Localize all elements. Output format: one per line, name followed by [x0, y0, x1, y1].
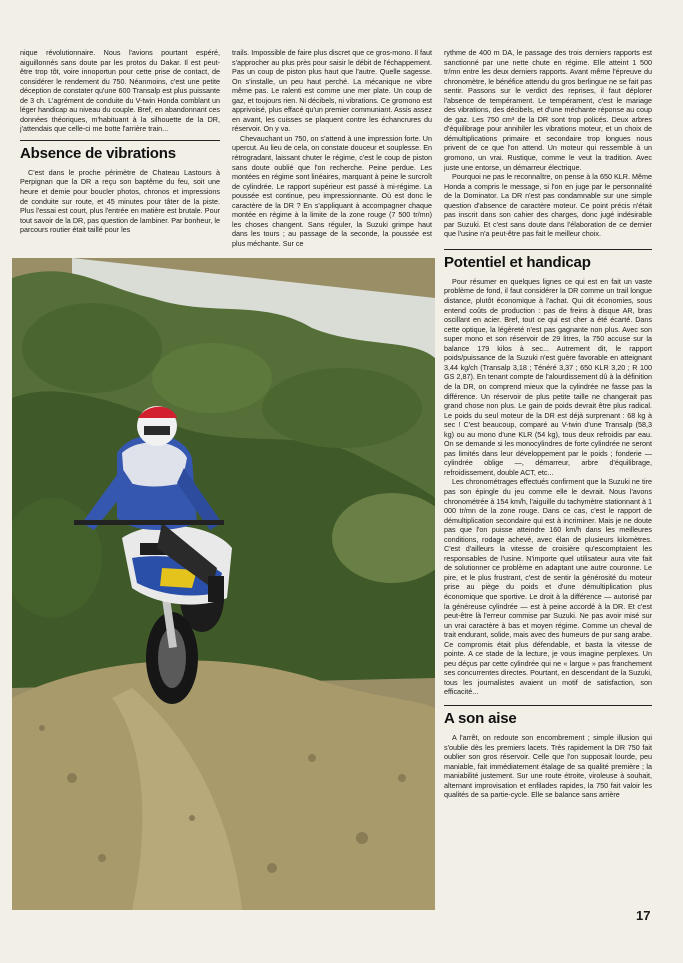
- paragraph: Pour résumer en quelques lignes ce qui est en fait un vaste problème de fond, il faut considérer la DR comme un trail longue distance, plutôt économique à l'achat. Qui dit économies, sous entend coûts de production : pas de freins à disque AR, bras oscillant en acier. Bref, tout ce qui est cher a été écarté. Dans cette optique, la légèreté n'est pas gagnante non plus. Avec son super mono et son réservoir de 29 litres, la 750 accuse sur la balance 179 kilos à sec... Autrement dit, le rapport poids/puissance de la Suzuki n'est guère favorable en atteignant 3,44 kg/ch (Transalp 3,18 ; Ténéré 3,37 ; 650 KLR 3,20 ; R 100 GS 2,87). En tenant compte de l'alourdissement dû à la définition de la DR, on comprend mieux que la cylindrée ne fasse pas la différence. Un réservoir de plus petite taille ne changerait pas grand chose non plus. Le gain de poids devrait être plus radical. Le poids du seul moteur de la DR est déjà surprenant : 68 kg à sec ! C'est beaucoup, comparé au V-twin d'une Transalp (58,3 kg) ou au mono d'une KLR (54 kg), tous deux refroidis par eau. On se demande si les monocylindres de forte cylindrée ne seront pas limités dans leur développement par le poids ; fonderie — cylindrée oblige —, démarreur, arbre d'équilibrage, refroidissement, double ACT, etc...: [444, 276, 652, 477]
- paragraph: rythme de 400 m DA, le passage des trois derniers rapports est sanctionné par une nette chute en régime. Elle atteint 1 500 tr/mn entre les deux derniers rapports. Avant même l'épreuve du chronomètre, le bénéfice attendu du gros berlingue ne se fait pas sentir. Passons sur le verdict des reprises, il faut déplorer l'absence de tempérament. Le tempérament, c'est le mariage des vibrations, des décibels, et d'une méchante réponse au coup de gaz. Les 750 cm³ de la DR sont trop policés. Deux arbres d'équilibrage pour annihiler les vibrations moteur, et un choix de démultiplications primaire et secondaire trop longues nous privent de ce que l'on attend. Un moteur qui ressemble à un gromono, un vrai. Rustique, comme le veut la tradition. Avec juste une entorse, un démarreur électrique.: [444, 48, 652, 172]
- column-2: [232, 48, 432, 276]
- section-heading: Absence de vibrations: [20, 140, 220, 162]
- column-3: [444, 48, 652, 928]
- paragraph: nique révolutionnaire. Nous l'avions pourtant espéré, aiguillonnés sans doute par les protos du Dakar. Il est peut-être trop tôt, voire innoportun pour cette prise de contact, de considérer le rendement du 750. Néanmoins, c'est une petite déception de constater qu'une 600 Transalp est plus puissante de 3 ch. L'agrément de conduite du V-twin Honda comblant un léger handicap au niveau du couple. Bref, en abandonnant ces données théoriques, m'habituant à la silhouette de la DR, j'attendais que celle-ci me botte l'arrière train...: [20, 48, 220, 134]
- paragraph: trails. Impossible de faire plus discret que ce gros-mono. Il faut s'approcher au plus près pour saisir le débit de l'échappement. Pas un coup de piston plus haut que l'autre. Quelle sagesse. On s'installe, un peu haut perché. La mécanique ne vibre même pas. Le ralenti est comme une mer plate. Un coup de gaz, et toujours rien. Ni décibels, ni vibrations. Ce gromono est apprivoisé, plus effacé qu'un premier communiant. Assis assez en avant, les cuisses se plaquent contre les échancrures du réservoir. On y va.: [232, 48, 432, 134]
- page-number: 17: [636, 908, 651, 923]
- motorcycle-photo: [12, 258, 435, 910]
- paragraph: Les chronométrages effectués confirment que la Suzuki ne tire pas son épingle du jeu comme elle le devrait. Nous l'avons chronométrée à 154 km/h, l'aiguille du tachymètre stationnant à 1 000 tr/mn de la zone rouge. Dans ce cas, c'est le rapport de démultiplication secondaire qui est à incriminer. Mais je ne doute pas que l'on puisse atteindre 160 km/h dans les meilleures conditions, rodage achevé, avec élan de plusieurs kilomètres. C'est d'ailleurs la vitesse de croisière qu'escomptaient les responsables de l'usine. N'importe quel utilisateur aura vite fait de solutionner ce problème en adaptant une autre couronne. Le pire, et le plus frustrant, c'est de sentir la générosité du moteur prise au piège du poids et d'une démultiplication plus économique que sportive. Le droit à la différence — autorisé par la généreuse cylindrée — est à peine accordé à la DR. Et c'est peut-être là l'erreur commise par Suzuki. Ne pas avoir misé sur un vrai caractère à bas et moyen régime. Comme un cheval de trait endurant, solide, mais avec des humeurs de pur sang arabe. Ce compromis était plus défendable, et basta la vitesse de pointe. A ce stade de la lecture, je vous imagine perplexes. Un peu déçus par cette cylindrée qui ne « largue » pas franchement ses concurrentes directes. Pourtant, en descendant de la Suzuki, tous les journalistes avaient un motif de satisfaction, son efficacité...: [444, 477, 652, 697]
- paragraph: Pourquoi ne pas le reconnaître, on pense à la 650 KLR. Même Honda a compris le message, si l'on en juge par le personnalité de la Dominator. La DR n'est pas condamnable sur une simple question d'absence de caractère moteur. Ce point précis n'était pas inscrit dans son cahier des charges, donc jugé indésirable par Suzuki. Et c'est sans doute dans l'élaboration de ce dernier que l'usine n'a peut-être pas fait le meilleur choix.: [444, 172, 652, 239]
- section-heading: A son aise: [444, 705, 652, 727]
- paragraph: A l'arrêt, on redoute son encombrement ; simple illusion qui s'oublie dès les premiers lacets. Très rapidement la DR 750 fait oublier son gros réservoir. Celle que l'on supposait lourde, peu maniable, fait immédiatement étalage de sa qualité première ; la maniabilité justement. Sur une route étroite, viroleuse à souhait, alternant improvisation et enfilades rapides, la 750 fait valoir les qualités de sa partie-cycle. Elle se balance sans arrière: [444, 733, 652, 800]
- section-heading: Potentiel et handicap: [444, 249, 652, 271]
- paragraph: C'est dans le proche périmètre de Chateau Lastours à Perpignan que la DR a reçu son baptême du feu, soit une heure et demie pour boucler photos, chronos et impressions de conduite sur route, et 45 minutes pour tâter de la piste. Plus l'essai est court, plus l'entrée en matière est brutale. Pour tout savoir de la DR, pas question de lambiner. Par bonheur, le parcours routier était taillé pour les: [20, 167, 220, 235]
- paragraph: Chevauchant un 750, on s'attend à une impression forte. Un upercut. Au lieu de cela, on constate douceur et souplesse. En rétrogradant, laissant chuter le régime, c'est le coup de piston sans doute oublié que l'on recherche. Peine perdue. Les montées en régime sont linéaires, marquant à peine le surcroît de cylindrée. Le rapport supérieur est passé à mi-régime. La poussée est continue, peu impressionnante. Où est donc le caractère de la DR ? En s'appliquant à accompagner chaque montée en régime à la limite de la zone rouge (7 500 tr/mn) les choses changent. Sans réguler, la Suzuki grimpe haut dans les tours ; au passage de la seconde, la poussée est plus méchante. Sur ce: [232, 133, 432, 248]
- column-1: [20, 48, 220, 263]
